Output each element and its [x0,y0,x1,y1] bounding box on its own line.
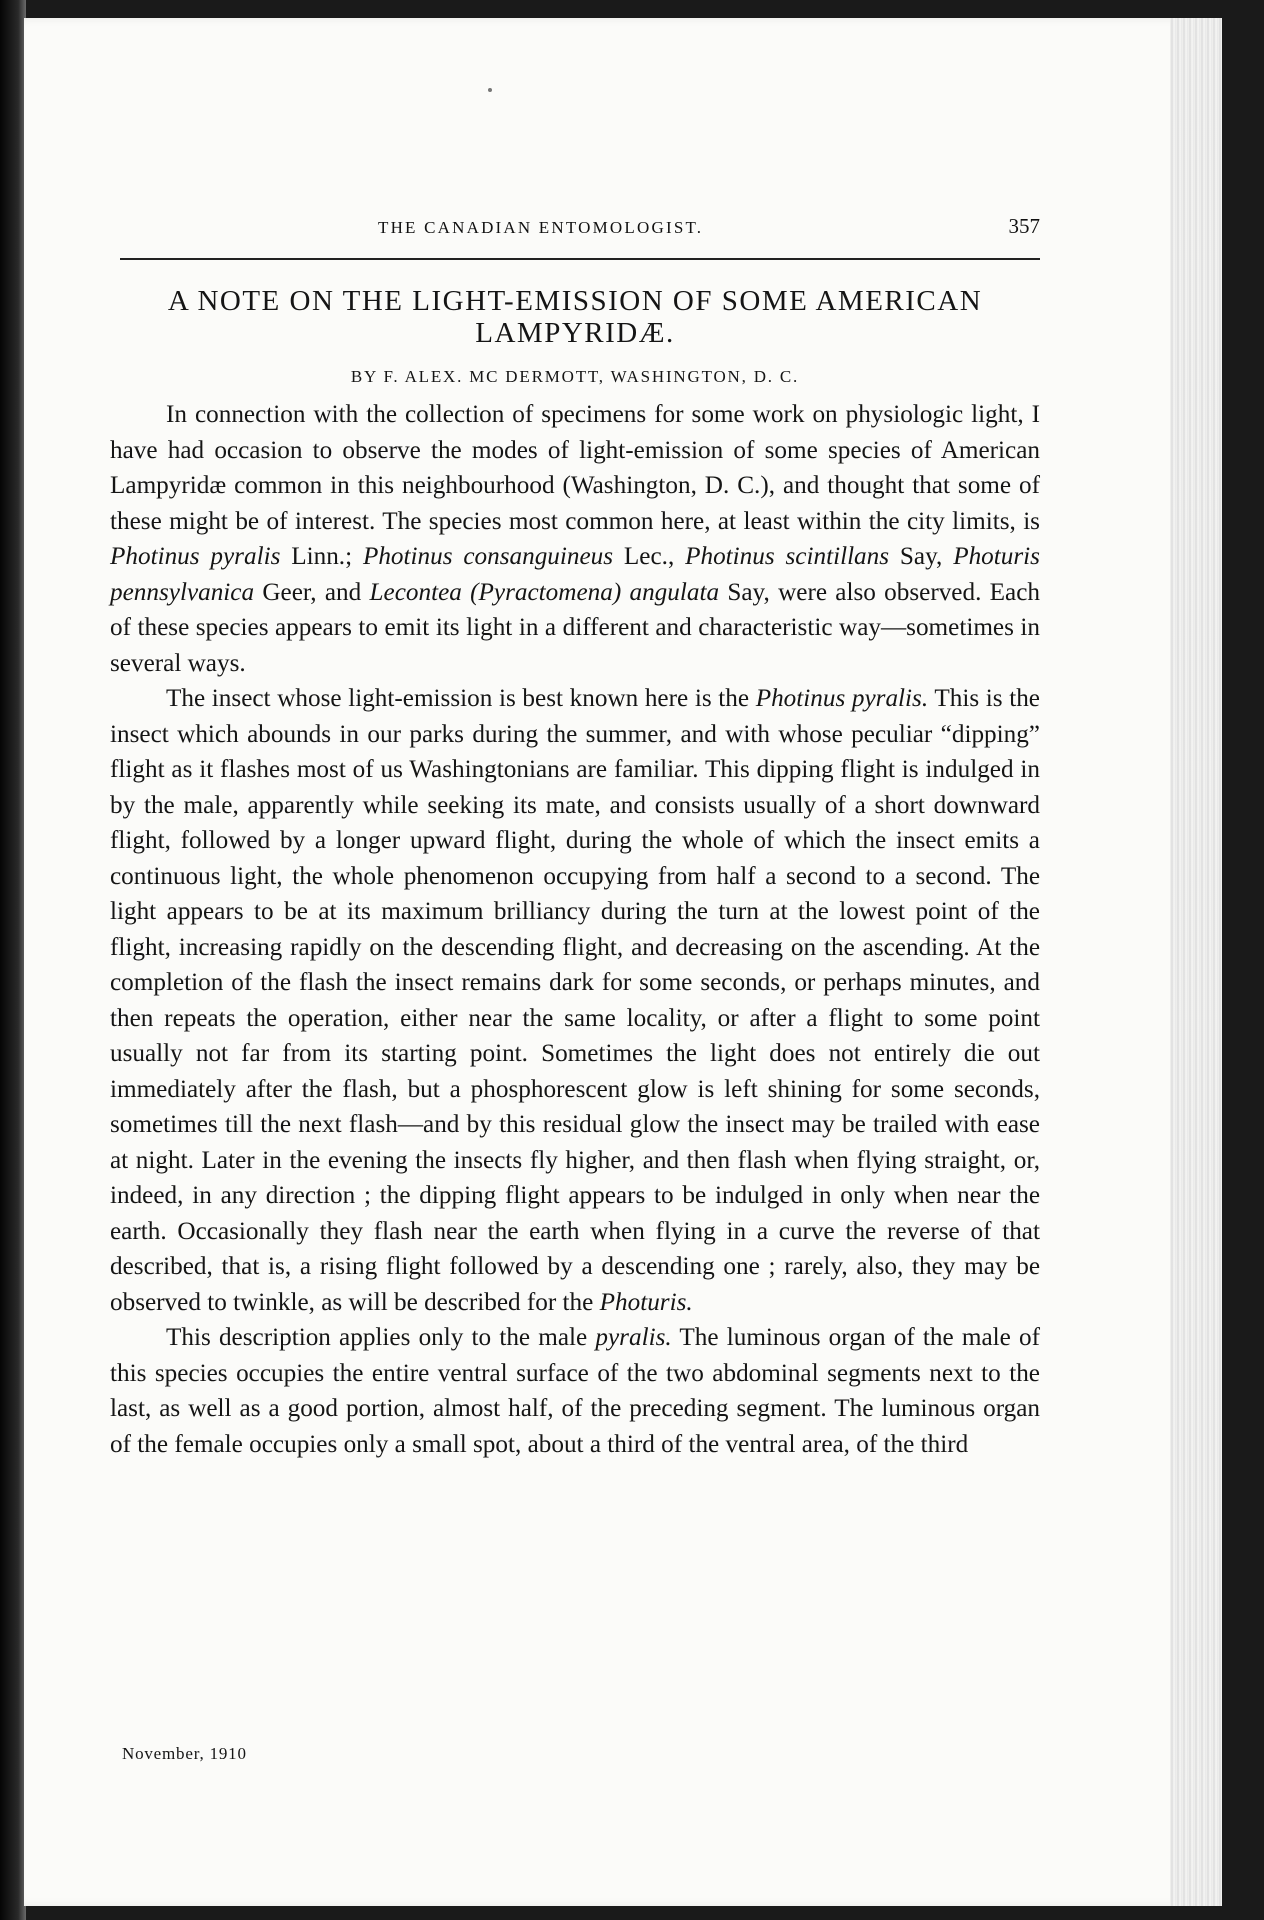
article [110,285,1040,1462]
article-title [110,285,1040,349]
text: Linn.; [280,543,363,570]
text: Lec., [613,543,686,570]
page-header [120,210,1040,246]
species-name: pyralis. [595,1324,672,1351]
species-name: Photinus scintillans [685,543,890,570]
paragraph-1 [110,397,1040,681]
text: Say, were also observed. Each of these species appears to emit its light in a different and characteristic way—sometimes in several ways. [110,578,1041,677]
running-head: THE CANADIAN ENTOMOLOGIST. [378,218,704,237]
page-number: 357 [1008,214,1040,238]
header-rule [120,258,1040,260]
paragraph-2 [110,681,1040,1320]
paragraph-3 [110,1320,1040,1462]
issue-date: November, 1910 [122,1744,247,1763]
species-name: Photuris. [599,1288,693,1316]
text: Say, [889,543,954,570]
text: In connection with the collection of specimens for some work on physiologic light, I have had occasion to observe the modes of light-emission of some species of American Lampyridæ common in this neighbourhood (Washington, D. C.), and thought that some of these might be of interest. The species most common here, at least within the city limits, is [110,401,1040,535]
page-stack-edges [1170,18,1222,1906]
species-name: Photinus consanguineus [362,543,614,570]
title-line-1: A NOTE ON THE LIGHT-EMISSION OF SOME AMERICAN [167,285,983,317]
article-body [110,397,1040,1462]
text: Geer, and [254,578,370,606]
species-name: Lecontea (Pyractomena) angulata [369,578,720,606]
species-name: Photinus pyralis [110,543,281,570]
title-line-2: LAMPYRIDÆ. [475,317,675,349]
scan-left-edge [0,0,26,1920]
species-name: Photinus pyralis. [755,685,929,712]
paper-speck [488,88,492,92]
byline: BY F. ALEX. MC DERMOTT, WASHINGTON, D. C. [350,367,800,386]
text: The insect whose light-emission is best known here is the [166,685,756,712]
text: This description applies only to the male [166,1324,596,1351]
text: This is the insect which abounds in our parks during the summer, and with whose peculiar “dipping” flight as it flashes most of us Washingtonians are familiar. This dipping flight is indulged in by the male, apparently while seeking its mate, and consists usually of a short downward flight, followed by a longer upward flight, during the whole of which the insect emits a continuous light, the whole phenomenon occupying from half a second to a second. The light appears to be at its maximum brilliancy during the turn at the lowest point of the flight, increasing rapidly on the descending flight, and decreasing on the ascending. At the completion of the flash the insect remains dark for some seconds, or perhaps minutes, and then repeats the operation, either near the same locality, or after a flight to some point usually not far from its starting point. Sometimes the light does not entirely die out immediately after the flash, but a phosphorescent glow is left shining for some seconds, sometimes till the next flash—and by this residual glow the insect may be trailed with ease at night. Later in the evening the insects fly higher, and then flash when flying straight, or, indeed, in any direction ; the dipping flight appears to be indulged in only when near the earth. Occasionally they flash near the earth when flying in a curve the reverse of that described, that is, a rising flight followed by a descending one ; rarely, also, they may be observed to twinkle, as will be described for the [110,685,1040,1316]
species-name: Photuris pennsylvanica [110,543,1040,606]
text: The luminous organ of the male of this species occupies the entire ventral surface of the two abdominal segments next to the last, as well as a good portion, almost half, of the preceding segment. The luminous organ of the female occupies only a small spot, about a third of the ventral area, of the third [110,1324,1040,1458]
